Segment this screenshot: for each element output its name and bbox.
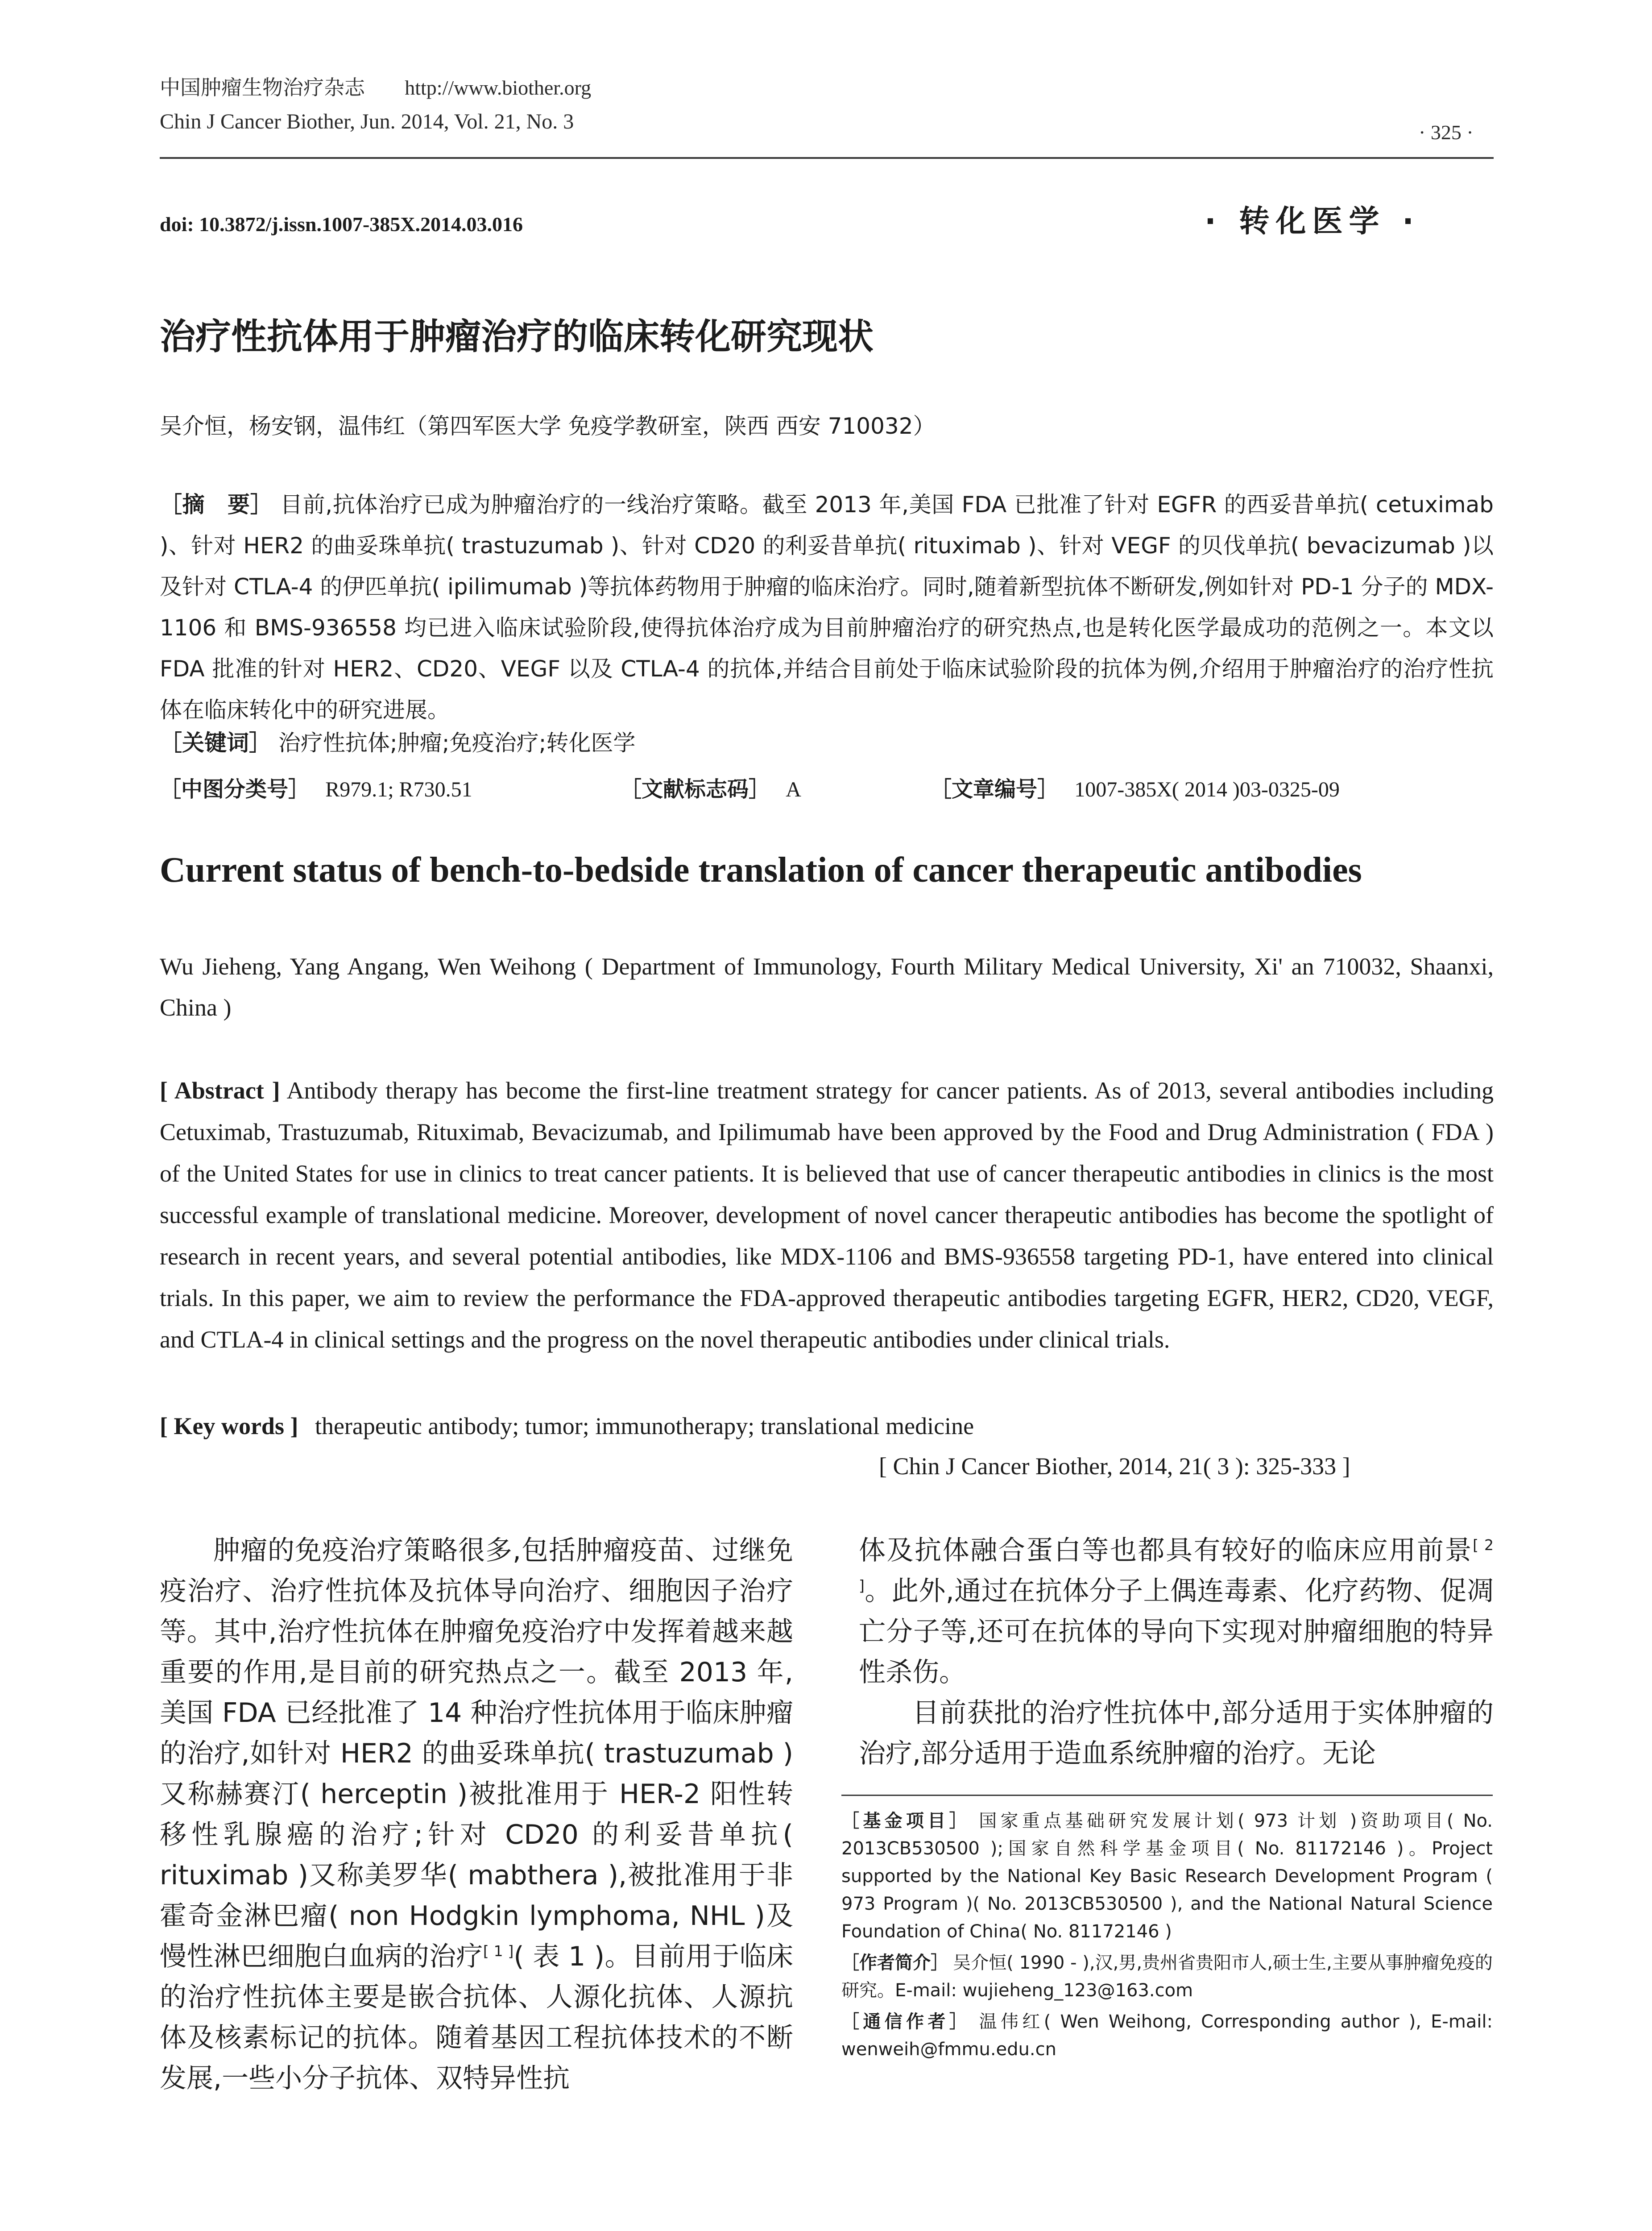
footnotes bbox=[841, 1807, 1493, 2067]
abstract-zh bbox=[160, 484, 1494, 730]
body-text: 目前获批的治疗性抗体中,部分适用于实体肿瘤的治疗,部分适用于造血系统肿瘤的治疗。无论 bbox=[859, 1697, 1494, 1769]
abstract-zh-text: 目前,抗体治疗已成为肿瘤治疗的一线治疗策略。截至 2013 年,美国 FDA 已批准了针对 EGFR 的西妥昔单抗( cetuximab )、针对 HER2 的曲妥珠单抗( trastuzumab )、针对 CD20 的利妥昔单抗( rituximab )、针对 VEGF 的贝伐单抗( bevacizumab )以及针对 CTLA-4 的伊匹单抗( ipilimumab )等抗体药物用于肿瘤的临床治疗。同时,随着新型抗体不断研发,例如针对 PD-1 分子的 MDX-1106 和 BMS-936558 均已进入临床试验阶段,使得抗体治疗成为目前肿瘤治疗的研究热点,也是转化医学最成功的范例之一。本文以 FDA 批准的针对 HER2、CD20、VEGF 以及 CTLA-4 的抗体,并结合目前处于临床试验阶段的抗体为例,介绍用于肿瘤治疗的治疗性抗体在临床转化中的研究进展。 bbox=[160, 492, 1494, 723]
body-paragraph bbox=[859, 1530, 1494, 1693]
abstract-en-text: Antibody therapy has become the first-line treatment strategy for cancer patients. As of 2013, several antibodies including Cetuximab, Trastuzumab, Rituximab, Bevacizumab, and Ipilimumab have been approved by the Food and Drug Administration ( FDA ) of the United States for use in clinics to treat cancer patients. It is believed that use of cancer therapeutic antibodies in clinics is the most successful example of translational medicine. Moreover, development of novel cancer therapeutic antibodies has become the spotlight of research in recent years, and several potential antibodies, like MDX-1106 and BMS-936558 targeting PD-1, have entered into clinical trials. In this paper, we aim to review the performance the FDA-approved therapeutic antibodies targeting EGFR, HER2, CD20, VEGF, and CTLA-4 in clinical settings and the progress on the novel therapeutic antibodies under clinical trials. bbox=[160, 1077, 1494, 1353]
funding-text: 国家重点基础研究发展计划( 973 计划 )资助项目( No. 2013CB530500 );国家自然科学基金项目( No. 81172146 )。Project supported by the National Key Basic Research Development Program ( 973 Program )( No. 2013CB530500 ), and the National Natural Science Foundation of China( No. 81172146 ) bbox=[841, 1811, 1493, 1942]
journal-citation-en: Chin J Cancer Biother, Jun. 2014, Vol. 21, No. 3 bbox=[160, 110, 574, 133]
abstract-en-label: [ Abstract ] bbox=[160, 1077, 280, 1104]
keywords-zh bbox=[160, 725, 635, 757]
reference-marker: [ 1 ] bbox=[483, 1942, 514, 1960]
page-number: · 325 · bbox=[1419, 121, 1474, 144]
doc-value: A bbox=[786, 778, 801, 801]
author-bio-label: ［作者简介］ bbox=[841, 1953, 949, 1973]
footnote-author-bio bbox=[841, 1949, 1493, 2004]
article-label: ［文章编号］ bbox=[930, 777, 1059, 802]
body-text: 。此外,通过在抗体分子上偶连毒素、化疗药物、促凋亡分子等,还可在抗体的导向下实现对肿瘤细胞的特异性杀伤。 bbox=[859, 1576, 1494, 1688]
header-journal-line bbox=[160, 71, 591, 101]
abstract-en bbox=[160, 1070, 1494, 1360]
body-text: 肿瘤的免疫治疗策略很多,包括肿瘤疫苗、过继免疫治疗、治疗性抗体及抗体导向治疗、细胞因子治疗等。其中,治疗性抗体在肿瘤免疫治疗中发挥着越来越重要的作用,是目前的研究热点之一。截至 2013 年,美国 FDA 已经批准了 14 种治疗性抗体用于临床肿瘤的治疗,如针对 HER2 的曲妥珠单抗( trastuzumab )又称赫赛汀( herceptin )被批准用于 HER-2 阳性转移性乳腺癌的治疗;针对 CD20 的利妥昔单抗( rituximab )又称美罗华( mabthera ),被批准用于非霍奇金淋巴瘤( non Hodgkin lymphoma, NHL )及慢性淋巴细胞白血病的治疗 bbox=[160, 1535, 793, 1972]
body-paragraph bbox=[859, 1693, 1494, 1774]
keywords-en bbox=[160, 1412, 974, 1440]
footnote-rule bbox=[841, 1795, 1493, 1796]
authors-zh: 吴介恒，杨安钢，温伟红（第四军医大学 免疫学教研室，陕西 西安 710032） bbox=[160, 413, 936, 439]
doc-label: ［文献标志码］ bbox=[620, 777, 770, 802]
doi: doi: 10.3872/j.issn.1007-385X.2014.03.016 bbox=[160, 213, 523, 236]
body-left-column bbox=[160, 1530, 793, 2099]
header-rule bbox=[160, 157, 1494, 159]
corresponding-label: ［通信作者］ bbox=[841, 2011, 971, 2032]
article-number bbox=[930, 772, 1340, 803]
document-code bbox=[620, 772, 801, 803]
column-tag: · 转化医学 · bbox=[1205, 204, 1420, 239]
footnote-funding bbox=[841, 1807, 1493, 1945]
body-paragraph bbox=[160, 1530, 793, 2099]
authors-en: Wu Jieheng, Yang Angang, Wen Weihong ( Department of Immunology, Fourth Military Medical University, Xi' an 710032, Shaanxi, China ) bbox=[160, 953, 1494, 1021]
corresponding-text: 温伟红( Wen Weihong, Corresponding author ), E-mail: wenweih@fmmu.edu.cn bbox=[841, 2011, 1493, 2060]
title-zh: 治疗性抗体用于肿瘤治疗的临床转化研究现状 bbox=[160, 316, 874, 357]
author-bio-text: 吴介恒( 1990 - ),汉,男,贵州省贵阳市人,硕士生,主要从事肿瘤免疫的研究。E-mail: wujieheng_123@163.com bbox=[841, 1953, 1493, 2001]
abstract-zh-label: ［摘 要］ bbox=[160, 492, 273, 518]
body-right-column bbox=[859, 1530, 1494, 1774]
reference-marker: [ 2 ] bbox=[859, 1536, 1494, 1594]
clc-label: ［中图分类号］ bbox=[160, 777, 310, 802]
article-value: 1007-385X( 2014 )03-0325-09 bbox=[1074, 778, 1340, 801]
journal-url: http://www.biother.org bbox=[405, 76, 592, 99]
title-en: Current status of bench-to-bedside translation of cancer therapeutic antibodies bbox=[160, 850, 1362, 890]
clc-value: R979.1; R730.51 bbox=[325, 778, 472, 801]
keywords-zh-label: ［关键词］ bbox=[160, 730, 271, 756]
citation-line: [ Chin J Cancer Biother, 2014, 21( 3 ): 325-333 ] bbox=[879, 1453, 1350, 1480]
clc-code bbox=[160, 772, 472, 803]
journal-name-zh: 中国肿瘤生物治疗杂志 bbox=[160, 75, 365, 100]
footnote-corresponding bbox=[841, 2008, 1493, 2063]
body-text: ( 表 1 )。目前用于临床的治疗性抗体主要是嵌合抗体、人源化抗体、人源抗体及核素标记的抗体。随着基因工程抗体技术的不断发展,一些小分子抗体、双特异性抗 bbox=[160, 1941, 793, 2094]
keywords-en-label: [ Key words ] bbox=[160, 1413, 298, 1439]
keywords-zh-text: 治疗性抗体;肿瘤;免疫治疗;转化医学 bbox=[278, 730, 636, 756]
funding-label: ［基金项目］ bbox=[841, 1811, 971, 1831]
body-text: 体及抗体融合蛋白等也都具有较好的临床应用前景 bbox=[859, 1535, 1473, 1566]
keywords-en-text: therapeutic antibody; tumor; immunotherapy; translational medicine bbox=[315, 1413, 974, 1439]
